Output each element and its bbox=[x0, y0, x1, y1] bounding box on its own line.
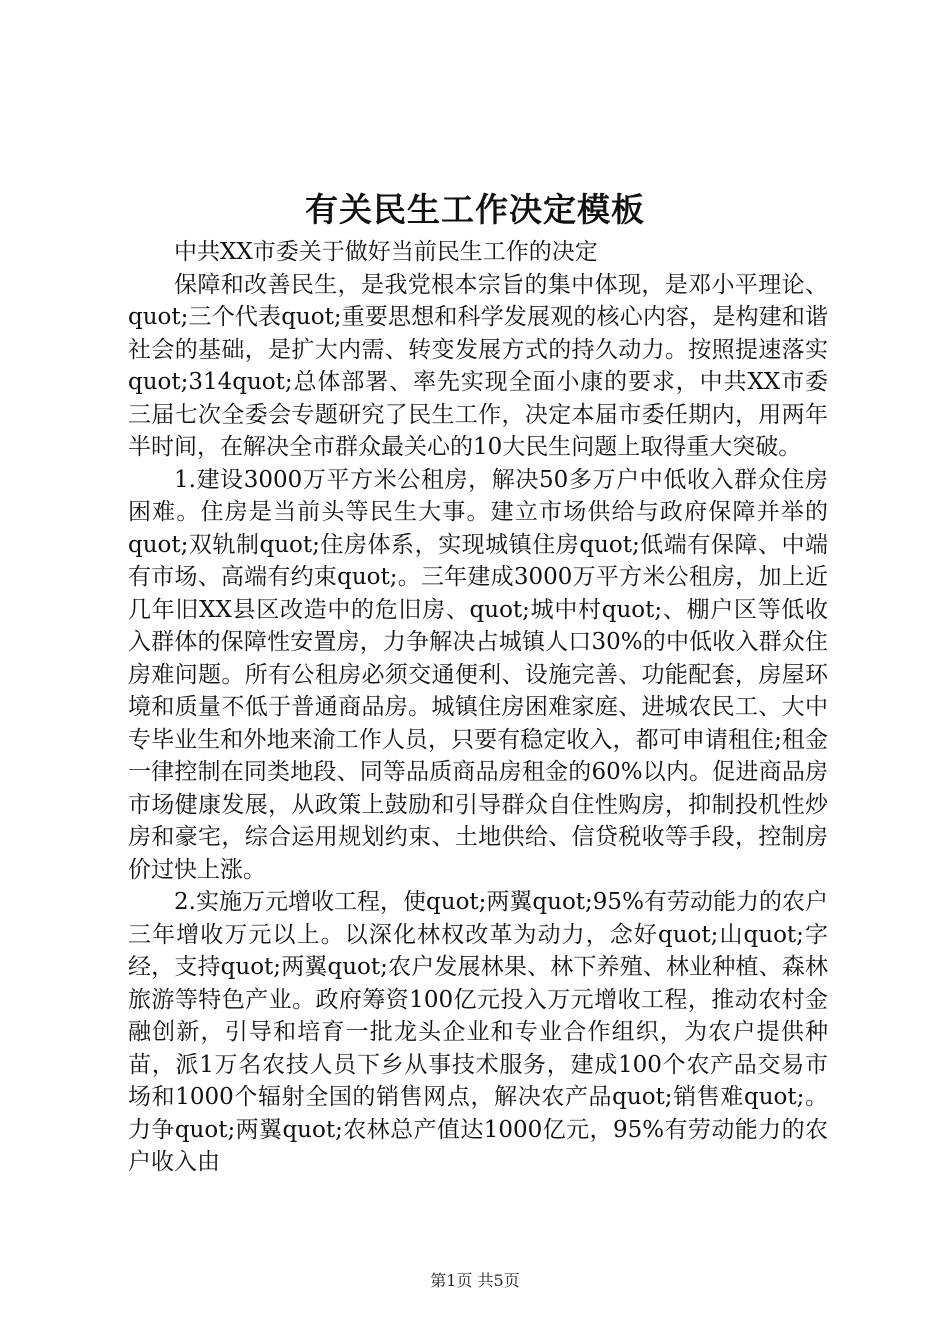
page-number-footer: 第1页 共5页 bbox=[430, 1271, 520, 1290]
paragraph: 保障和改善民生，是我党根本宗旨的集中体现，是邓小平理论、quot;三个代表quot;重要思想和科学发展观的核心内容，是构建和谐社会的基础，是扩大内需、转变发展方式的持久动力。按照提速落实quot;314quot;总体部署、率先实现全面小康的要求，中共XX市委三届七次全委会专题研究了民生工作，决定本届市委任期内，用两年半时间，在解决全市群众最关心的10大民生问题上取得重大突破。 bbox=[128, 271, 828, 460]
document-title: 有关民生工作决定模板 bbox=[305, 190, 645, 229]
paragraph: 2.实施万元增收工程，使quot;两翼quot;95%有劳动能力的农户三年增收万元以上。以深化林权改革为动力，念好quot;山quot;字经，支持quot;两翼quot;农户发展林果、林下养殖、林业种植、森林旅游等特色产业。政府筹资100亿元投入万元增收工程，推动农村金融创新，引导和培育一批龙头企业和专业合作组织，为农户提供种苗，派1万名农技人员下乡从事技术服务，建成100个农产品交易市场和1000个辐射全国的销售网点，解决农产品quot;销售难quot;。力争quot;两翼quot;农林总产值达1000亿元，95%有劳动能力的农户收入由 bbox=[128, 889, 828, 1175]
paragraph: 1.建设3000万平方米公租房，解决50多万户中低收入群众住房困难。住房是当前头等民生大事。建立市场供给与政府保障并举的quot;双轨制quot;住房体系，实现城镇住房quot;低端有保障、中端有市场、高端有约束quot;。三年建成3000万平方米公租房，加上近几年旧XX县区改造中的危旧房、quot;城中村quot;、棚户区等低收入群体的保障性安置房，力争解决占城镇人口30%的中低收入群众住房难问题。所有公租房必须交通便利、设施完善、功能配套，房屋环境和质量不低于普通商品房。城镇住房困难家庭、进城农民工、大中专毕业生和外地来渝工作人员，只要有稳定收入，都可申请租住;租金一律控制在同类地段、同等品质商品房租金的60%以内。促进商品房市场健康发展，从政策上鼓励和引导群众自住性购房，抑制投机性炒房和豪宅，综合运用规划约束、土地供给、信贷税收等手段，控制房价过快上涨。 bbox=[128, 466, 828, 883]
document-body bbox=[128, 236, 828, 1179]
document-subtitle: 中共XX市委关于做好当前民生工作的决定 bbox=[174, 239, 598, 265]
